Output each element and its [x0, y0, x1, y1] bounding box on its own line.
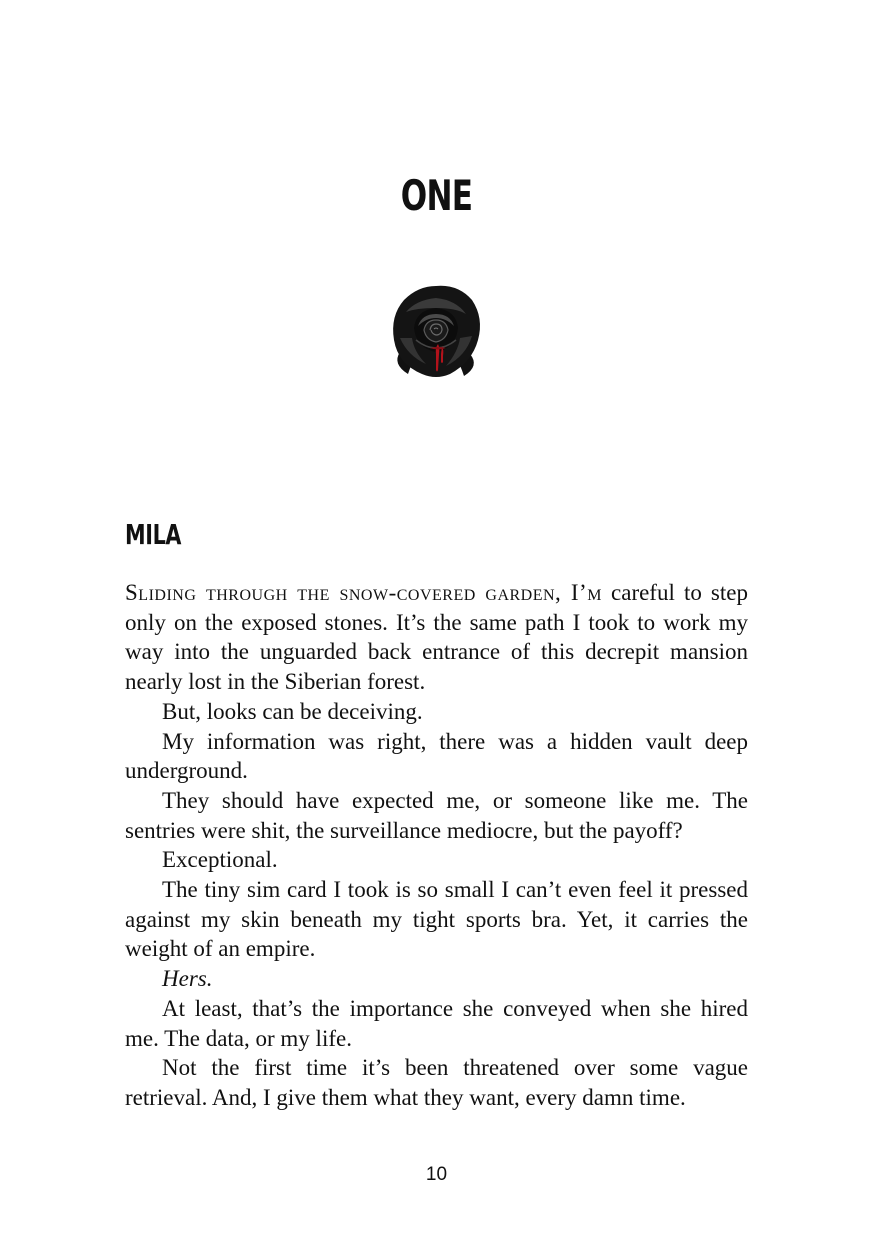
chapter-title: ONE: [400, 171, 473, 220]
paragraph: But, looks can be deceiving.: [162, 698, 423, 724]
paragraph: Exceptional.: [162, 847, 278, 873]
pov-character-name: MILA: [125, 518, 182, 551]
paragraph: They should have expected me, or someone like me. The sentries were shit, the surveillance mediocre, but the payoff?: [125, 787, 748, 843]
opening-small-caps: Sliding through the snow-covered garden, I’m: [125, 580, 602, 605]
chapter-body: [125, 578, 748, 1113]
black-rose-icon: [386, 282, 486, 382]
paragraph: My information was right, there was a hidden vault deep underground.: [125, 728, 748, 784]
paragraph: [125, 578, 748, 697]
page-number: 10: [425, 1164, 448, 1185]
paragraph: Not the first time it’s been threatened over some vague retrieval. And, I give them what they want, every damn time.: [125, 1055, 748, 1110]
paragraph-italic: Hers.: [162, 966, 213, 992]
paragraph: The tiny sim card I took is so small I can’t even feel it pressed against my skin beneath my tight sports bra. Yet, it carries the weight of an empire.: [125, 877, 748, 962]
paragraph: At least, that’s the importance she conveyed when she hired me. The data, or my life.: [125, 995, 748, 1051]
paragraph-text: careful to step only on the exposed stones. It’s the same path I took to work my way into the unguarded back entrance of this decrepit mansion nearly lost in the Siberian forest.: [125, 580, 748, 695]
